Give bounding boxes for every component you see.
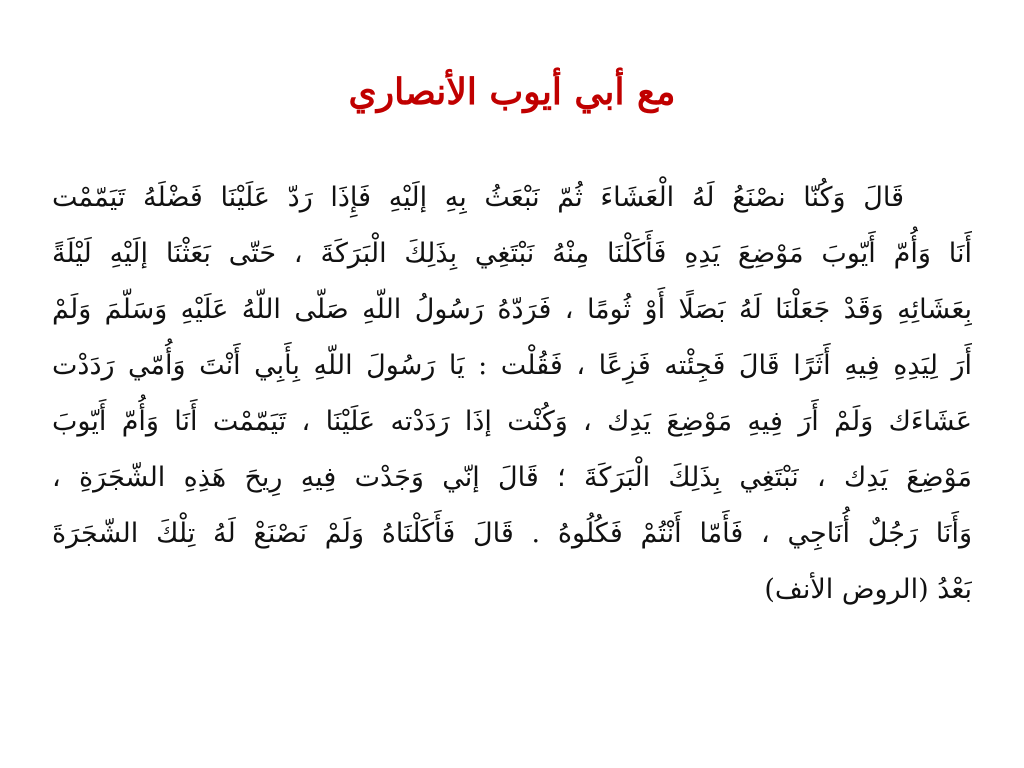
body-line-3: بِعَشَائِهِ وَقَدْ جَعَلْنَا لَهُ بَصَلًا أَوْ ثُومًا ، فَرَدّهُ رَسُولُ اللّهِ صَلّى اللّهُ عَلَيْهِ وَسَلّمَ وَلَمْ <box>52 294 972 325</box>
body-line-6: مَوْضِعَ يَدِك ، نَبْتَغِي بِذَلِكَ الْبَرَكَةَ ؛ قَالَ إنّي وَجَدْت فِيهِ رِيحَ هَذِهِ الشّجَرَةِ ، <box>52 462 972 493</box>
body-line-1: قَالَ وَكُنّا نصْنَعُ لَهُ الْعَشَاءَ ثُمّ نَبْعَثُ بِهِ إلَيْهِ فَإِذَا رَدّ عَلَيْنَا فَضْلَهُ تَيَمّمْت <box>52 182 904 213</box>
body-text <box>52 170 972 618</box>
body-line-7: وَأَنَا رَجُلٌ أُنَاجِي ، فَأَمّا أَنْتُمْ فَكُلُوهُ . قَالَ فَأَكَلْنَاهُ وَلَمْ نَصْنَعْ لَهُ تِلْكَ الشّجَرَةَ <box>52 518 972 549</box>
body-line-5: عَشَاءَك وَلَمْ أَرَ فِيهِ مَوْضِعَ يَدِك ، وَكُنْت إذَا رَدَدْته عَلَيْنَا ، تَيَمّمْت أَنَا وَأُمّ أَيّوبَ <box>52 406 972 437</box>
body-line-4: أَرَ لِيَدِهِ فِيهِ أَثَرًا قَالَ فَجِئْته فَزِعًا ، فَقُلْت : يَا رَسُولَ اللّهِ بِأَبِي أَنْتَ وَأُمّي رَدَدْت <box>52 350 972 381</box>
body-line-8: بَعْدُ (الروض الأنف) <box>764 574 972 605</box>
slide-title: مع أبي أيوب الأنصاري <box>348 71 676 113</box>
body-line-2: أَنَا وَأُمّ أَيّوبَ مَوْضِعَ يَدِهِ فَأَكَلْنَا مِنْهُ نَبْتَغِي بِذَلِكَ الْبَرَكَةَ ، حَتّى بَعَثْنَا إلَيْهِ لَيْلَةً <box>52 238 972 269</box>
